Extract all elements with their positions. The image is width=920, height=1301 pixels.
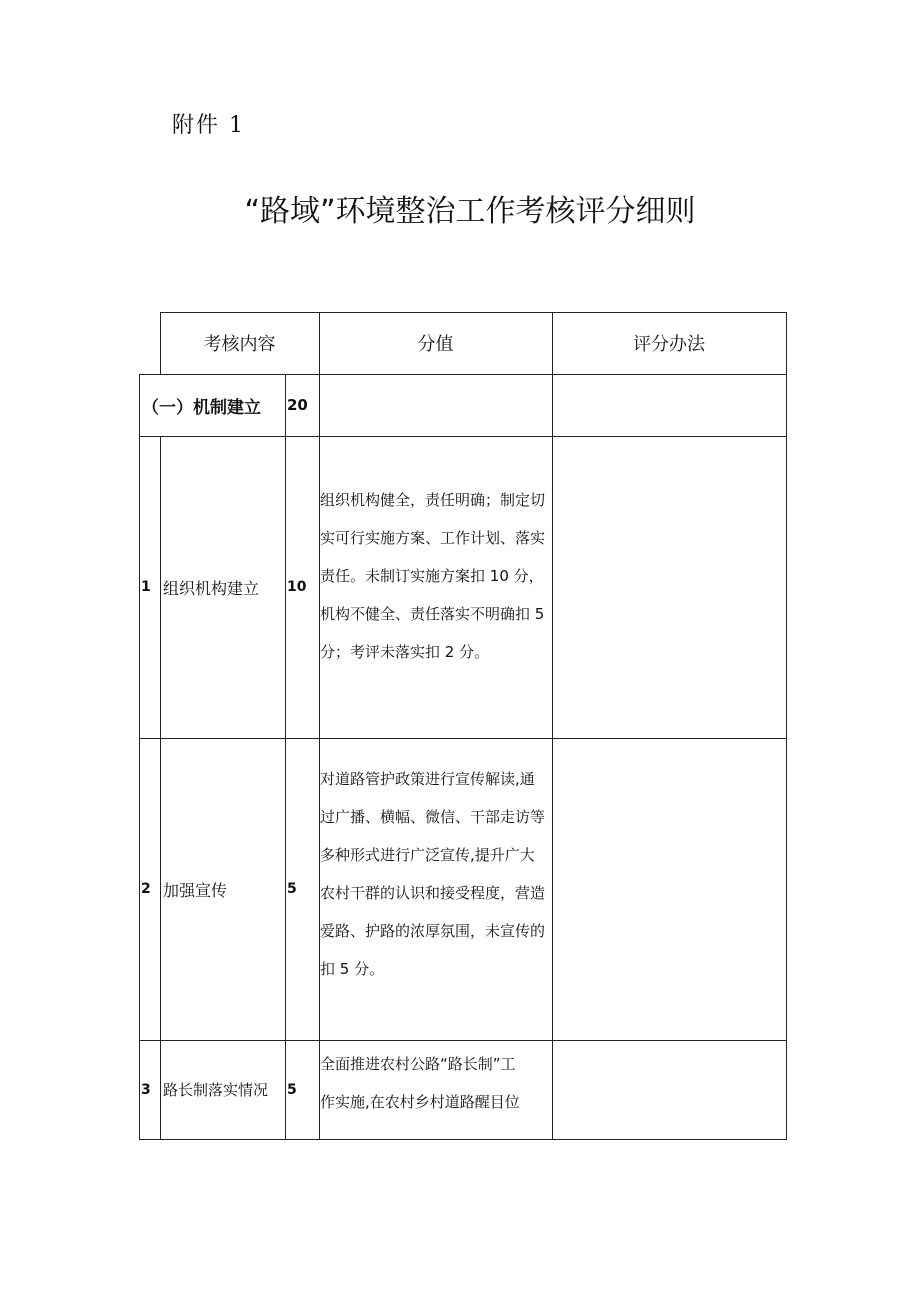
section-score: 20: [287, 396, 308, 414]
row-item: 组织机构建立: [163, 578, 260, 598]
row-description: 全面推进农村公路“路长制”工 作实施,在农村乡村道路醒目位: [320, 1055, 520, 1111]
document-title-text: “路域”环境整治工作考核评分细则: [244, 194, 696, 229]
header-method: 评分办法: [633, 334, 705, 355]
table-border-right: [786, 312, 787, 1140]
row-score: 5: [287, 881, 297, 897]
row-number: 1: [141, 579, 151, 595]
row-score: 10: [287, 579, 307, 595]
row-description: 组织机构健全，责任明确；制定切 实可行实施方案、工作计划、落实 责任。未制订实施方案扣 10 分， 机构不健全、责任落实不明确扣 5 分；考评未落实扣 2 分。: [320, 491, 546, 661]
row-number: 2: [141, 881, 151, 897]
row-score: 5: [287, 1081, 297, 1098]
row-description: 对道路管护政策进行宣传解读,通 过广播、横幅、微信、干部走访等 多种形式进行广泛宣传,提升广大 农村干群的认识和接受程度，营造 爱路、护路的浓厚氛围，未宣传的 扣 5 分。: [320, 770, 546, 978]
row-item: 路长制落实情况: [163, 1081, 269, 1099]
header-score: 分值: [417, 334, 454, 355]
table-rule: [319, 312, 320, 1140]
row-item: 加强宣传: [163, 880, 228, 900]
header-content: 考核内容: [203, 334, 276, 355]
row-number: 3: [141, 1081, 151, 1098]
table-border-bottom: [139, 1139, 787, 1140]
section-label: （一）机制建立: [142, 397, 261, 418]
attachment-label: 附件 1: [172, 113, 245, 138]
table-rule: [552, 312, 553, 1140]
